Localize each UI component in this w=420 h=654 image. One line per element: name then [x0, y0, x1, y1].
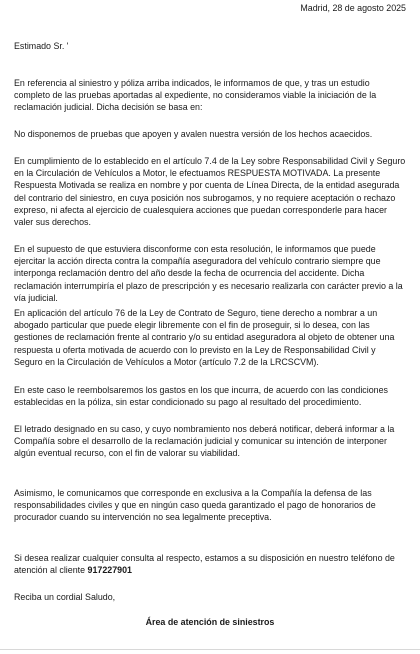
- letter-closing: Reciba un cordial Saludo,: [14, 592, 116, 602]
- page-divider: [0, 649, 420, 650]
- letter-signature: Área de atención de siniestros: [145, 617, 275, 627]
- letter-greeting: Estimado Sr. ': [14, 41, 69, 51]
- paragraph-lawyer-duties: El letrado designado en su caso, y cuyo nombramiento nos deberá notificar, deberá informar a la Compañía sobre el desarrollo de la reclamación judicial y comunicar su intención de interponer algún eventual recurso, con el fin de valorar su viabilidad.: [14, 424, 395, 459]
- paragraph-reimbursement: En este caso le reembolsaremos los gastos en los que incurra, de acuerdo con las condiciones establecidas en la póliza, sin estar condicionado su pago al resultado del procedimiento.: [14, 385, 388, 408]
- letter-date: Madrid, 28 de agosto 2025: [300, 3, 406, 13]
- paragraph-direct-action: En el supuesto de que estuviera disconforme con esta resolución, le informamos que puede ejercitar la acción directa contra la compañía aseguradora del vehículo contrario siempre que interponga reclamación dentro del año desde la fecha de ocurrencia del accidente. Dicha reclamación interrumpiría el plazo de prescripción y es necesario realizarla con carácter previo a la vía judicial.: [14, 244, 403, 303]
- customer-phone-number: 917227901: [87, 565, 132, 576]
- paragraph-lawyer-rights: En aplicación del artículo 76 de la Ley de Contrato de Seguro, tiene derecho a nombrar a un abogado particular que puede elegir libremente con el fin de proseguir, si lo desea, con las gestiones de reclamación frente al contrario y/o su entidad aseguradora al objeto de obtener una respuesta u oferta motivada de acuerdo con lo previsto en la Ley de Responsabilidad Civil y Seguro en la Circulación de Vehículos a Motor (artículo 7.2 de la LRCSCVM).: [14, 308, 395, 367]
- paragraph-motivated-response: En cumplimiento de lo establecido en el artículo 7.4 de la Ley sobre Responsabilidad Civil y Seguro en la Circulación de Vehículos a Motor, le efectuamos RESPUESTA MOTIVADA. La presente Respuesta Motivada se realiza en nombre y por cuenta de Línea Directa, de la entidad asegurada del contrario del siniestro, en cuya posición nos subrogamos, y no requiere aceptación o rechazo expreso, ni afecta al ejercicio de cualesquiera acciones que puedan corresponderle para hacer valer sus derechos.: [14, 156, 406, 228]
- paragraph-defense: Asimismo, le comunicamos que corresponde en exclusiva a la Compañía la defensa de las responsabilidades civiles y que en ningún caso queda garantizado el pago de honorarios de procurador cuando su intervención no sea legalmente preceptiva.: [14, 488, 376, 523]
- paragraph-reason: No disponemos de pruebas que apoyen y avalen nuestra versión de los hechos acaecidos.: [14, 129, 373, 139]
- contact-text: Si desea realizar cualquier consulta al respecto, estamos a su disposición en nuestro teléfono de atención al cliente: [14, 553, 395, 576]
- paragraph-contact: [14, 552, 406, 576]
- paragraph-decision: En referencia al siniestro y póliza arriba indicados, le informamos de que, y tras un estudio completo de las pruebas aportadas al expediente, no consideramos viable la iniciación de la reclamación judicial. Dicha decisión se basa en:: [14, 78, 377, 113]
